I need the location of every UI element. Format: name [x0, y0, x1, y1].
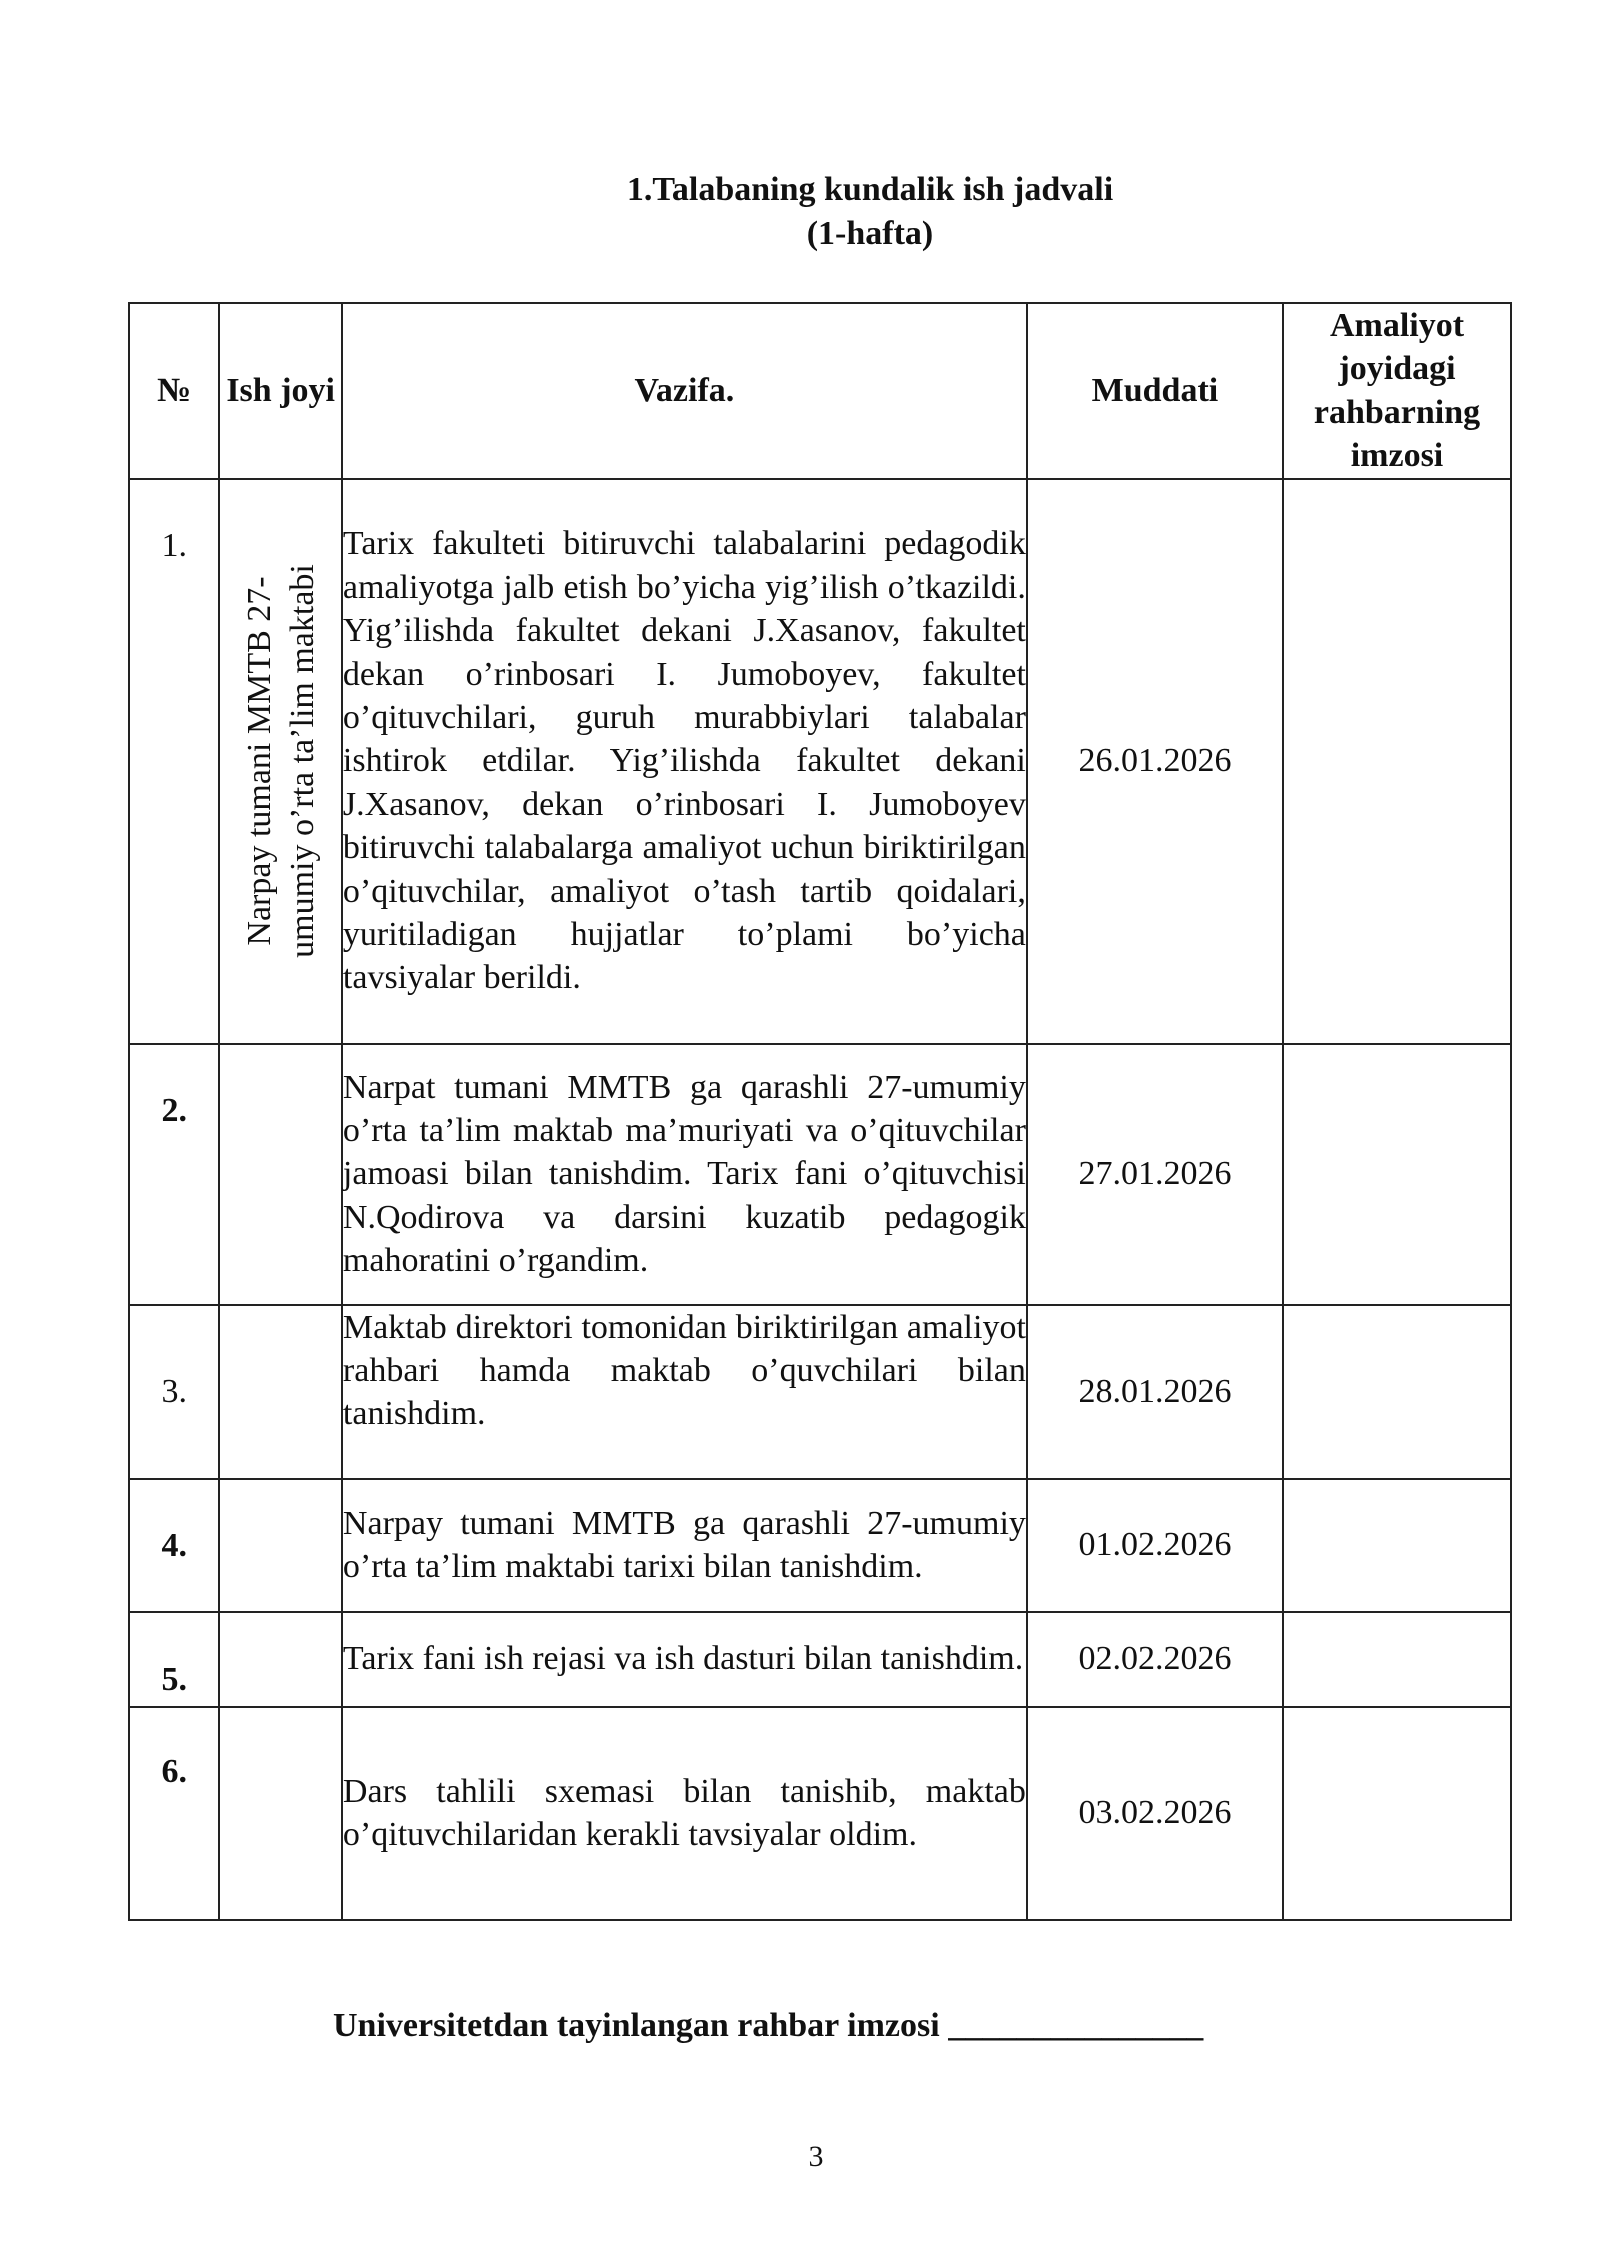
work-place-cell-empty — [219, 1305, 342, 1479]
task-date: 02.02.2026 — [1027, 1612, 1283, 1707]
header-task: Vazifa. — [342, 303, 1027, 479]
header-place: Ish joyi — [219, 303, 342, 479]
signature-cell — [1283, 1612, 1511, 1707]
task-text: Narpat tumani MMTB ga qarashli 27-umumiy o’rta ta’lim maktab ma’muriyati va o’qituvchilar jamoasi bilan tanishdim. Tarix fani o’qituvchisi N.Qodirova va darsini kuzatib pedagogik mahoratini o’rgandim. — [342, 1044, 1027, 1305]
table-row — [129, 1305, 1511, 1479]
work-place-cell — [219, 479, 342, 1044]
university-supervisor-signature-line: Universitetdan tayinlangan rahbar imzosi _______________ — [333, 2007, 1204, 2044]
table-row — [129, 1612, 1511, 1707]
page-number: 3 — [808, 2140, 824, 2173]
document-title — [0, 168, 1600, 256]
row-number: 3. — [129, 1305, 219, 1479]
work-place-text: Narpay tumani MMTB 27-umumiy o’rta ta’lim maktabi — [240, 564, 321, 958]
signature-cell — [1283, 1305, 1511, 1479]
signature-cell — [1283, 479, 1511, 1044]
task-text: Narpay tumani MMTB ga qarashli 27-umumiy o’rta ta’lim maktabi tarixi bilan tanishdim. — [342, 1479, 1027, 1612]
task-date: 27.01.2026 — [1027, 1044, 1283, 1305]
task-date: 01.02.2026 — [1027, 1479, 1283, 1612]
table-row — [129, 1479, 1511, 1612]
task-text: Tarix fakulteti bitiruvchi talabalarini pedagodik amaliyotga jalb etish bo’yicha yig’ilish o’tkazildi. Yig’ilishda fakultet dekani J.Xasanov, fakultet dekan o’rinbosari I. Jumoboyev, fakultet o’qituvchilari, guruh murabbiylari talabalar ishtirok etdilar. Yig’ilishda fakultet dekani J.Xasanov, dekan o’rinbosari I. Jumoboyev bitiruvchi talabalarga amaliyot uchun biriktirilgan o’qituvchilar, amaliyot o’tash tartib qoidalari, yuritiladigan hujjatlar to’plami bo’yicha tavsiyalar berildi. — [342, 479, 1027, 1044]
header-signature: Amaliyot joyidagi rahbarning imzosi — [1283, 303, 1511, 479]
table-header-row — [129, 303, 1511, 479]
table-row — [129, 1707, 1511, 1920]
task-date: 28.01.2026 — [1027, 1305, 1283, 1479]
task-text: Tarix fani ish rejasi va ish dasturi bilan tanishdim. — [342, 1612, 1027, 1707]
task-text: Maktab direktori tomonidan biriktirilgan amaliyot rahbari hamda maktab o’quvchilari bilan tanishdim. — [342, 1305, 1027, 1479]
header-deadline: Muddati — [1027, 303, 1283, 479]
signature-cell — [1283, 1707, 1511, 1920]
work-place-cell-empty — [219, 1707, 342, 1920]
row-number: 4. — [129, 1479, 219, 1612]
task-date: 03.02.2026 — [1027, 1707, 1283, 1920]
title-line-week: (1-hafta) — [806, 215, 934, 252]
signature-cell — [1283, 1479, 1511, 1612]
row-number: 6. — [129, 1707, 219, 1920]
row-number: 1. — [129, 479, 219, 1044]
task-date: 26.01.2026 — [1027, 479, 1283, 1044]
task-text: Dars tahlili sxemasi bilan tanishib, maktab o’qituvchilaridan kerakli tavsiyalar oldim. — [342, 1707, 1027, 1920]
work-place-cell-empty — [219, 1479, 342, 1612]
title-line-main: 1.Talabaning kundalik ish jadvali — [626, 171, 1114, 208]
work-place-cell-empty — [219, 1044, 342, 1305]
signature-cell — [1283, 1044, 1511, 1305]
row-number: 2. — [129, 1044, 219, 1305]
table-row — [129, 479, 1511, 1044]
table-row — [129, 1044, 1511, 1305]
row-number: 5. — [129, 1612, 219, 1707]
header-number: № — [129, 303, 219, 479]
daily-work-schedule-table — [128, 302, 1512, 1921]
work-place-cell-empty — [219, 1612, 342, 1707]
